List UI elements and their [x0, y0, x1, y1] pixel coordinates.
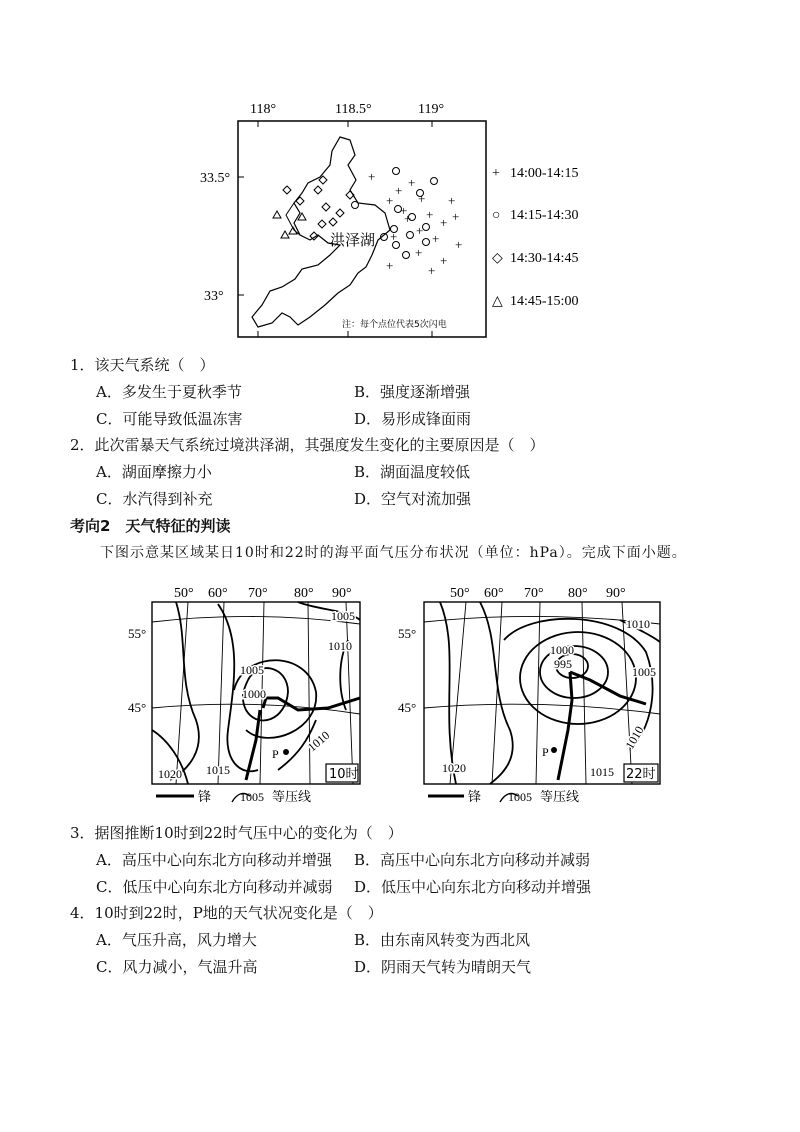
- svg-text:+: +: [448, 193, 456, 208]
- m2-lon-50: 50°: [174, 586, 194, 601]
- m2-isobar-1010-se: 1010: [304, 728, 333, 755]
- svg-text:+: +: [440, 215, 448, 230]
- svg-text:+: +: [452, 209, 460, 224]
- lightning-plus-points: [368, 169, 462, 278]
- q2-option-a[interactable]: A．湖面摩擦力小: [96, 463, 212, 481]
- svg-text:+: +: [395, 183, 403, 198]
- q3-option-a[interactable]: A．高压中心向东北方向移动并增强: [96, 851, 332, 869]
- q1-option-b[interactable]: B．强度逐渐增强: [354, 383, 471, 401]
- m3-lon-80: 80°: [568, 586, 588, 601]
- svg-text:+: +: [386, 258, 394, 273]
- question-3-stem: 3．据图推断10时到22时气压中心的变化为（ ）: [70, 824, 403, 842]
- pressure-map-22h: [398, 580, 670, 810]
- q4-option-d[interactable]: D．阴雨天气转为晴朗天气: [354, 958, 532, 976]
- m2-isobar-1005-ne: 1005: [331, 609, 355, 623]
- svg-text:+: +: [428, 263, 436, 278]
- q1-option-a[interactable]: A．多发生于夏秋季节: [96, 383, 242, 401]
- m2-lon-60: 60°: [208, 586, 228, 601]
- m3-legend-isobar-value: 1005: [508, 790, 532, 804]
- m3-isobar-1000: 1000: [550, 643, 574, 657]
- question-4-stem: 4．10时到22时，P地的天气状况变化是（ ）: [70, 904, 383, 922]
- m3-lat-45: 45°: [398, 700, 417, 715]
- section-title: 考向2 天气特征的判读: [70, 517, 231, 535]
- svg-text:+: +: [426, 207, 434, 222]
- lon-label-118: 118°: [250, 102, 277, 117]
- question-2-stem: 2．此次雷暴天气系统过境洪泽湖，其强度发生变化的主要原因是（ ）: [70, 436, 545, 454]
- lat-label-33-5: 33.5°: [200, 171, 231, 186]
- lon-label-118-5: 118.5°: [335, 102, 372, 117]
- m2-legend-front-label: 锋: [198, 790, 212, 805]
- legend-plus-label: 14:00-14:15: [510, 166, 579, 181]
- m2-legend-isobar-value: 1005: [240, 790, 264, 804]
- legend-plus-symbol: +: [492, 166, 500, 181]
- svg-text:+: +: [432, 231, 440, 246]
- svg-text:+: +: [415, 245, 423, 260]
- lightning-map-svg: [190, 95, 610, 345]
- question-1-stem: 1．该天气系统（ ）: [70, 356, 215, 374]
- lake-label: 洪泽湖: [330, 231, 376, 249]
- m2-lon-90: 90°: [332, 586, 352, 601]
- m2-isobar-1010-ne: 1010: [328, 639, 352, 653]
- m2-point-p-label: P: [272, 747, 279, 761]
- m3-front-line-2: [558, 672, 572, 780]
- q2-option-b[interactable]: B．湖面温度较低: [354, 463, 471, 481]
- q3-option-d[interactable]: D．低压中心向东北方向移动并增强: [354, 878, 592, 896]
- m3-point-p-label: P: [542, 745, 549, 759]
- m3-lat-55: 55°: [398, 626, 417, 641]
- m3-isobar-995: 995: [554, 657, 572, 671]
- pressure-map-10h-svg: [128, 580, 378, 810]
- svg-text:+: +: [368, 169, 376, 184]
- pressure-map-10h: [128, 580, 378, 810]
- map-note: 注：每个点位代表5次闪电: [342, 320, 447, 330]
- svg-text:+: +: [416, 223, 424, 238]
- legend-diamond-symbol: ◇: [492, 251, 503, 266]
- svg-text:+: +: [390, 229, 398, 244]
- m3-lon-60: 60°: [484, 586, 504, 601]
- m3-isobar-1010-se: 1010: [622, 723, 647, 752]
- m3-time-label: 22时: [626, 767, 656, 782]
- m3-lon-90: 90°: [606, 586, 626, 601]
- m3-legend-isobar-label: 等压线: [540, 790, 580, 805]
- svg-text:+: +: [400, 203, 408, 218]
- q2-option-c[interactable]: C．水汽得到补充: [96, 490, 213, 508]
- m2-lat-55: 55°: [128, 626, 147, 641]
- lon-label-119: 119°: [418, 102, 445, 117]
- svg-text:+: +: [404, 211, 412, 226]
- m3-point-p: [551, 747, 557, 753]
- m3-lon-70: 70°: [524, 586, 544, 601]
- m2-isobar-1000: 1000: [242, 687, 266, 701]
- map-frame: [238, 121, 486, 337]
- q3-option-c[interactable]: C．低压中心向东北方向移动并减弱: [96, 878, 333, 896]
- lightning-triangle-points: [273, 211, 306, 238]
- m2-time-label: 10时: [329, 767, 359, 782]
- m2-lon-70: 70°: [248, 586, 268, 601]
- q4-option-c[interactable]: C．风力减小，气温升高: [96, 958, 258, 976]
- m3-lon-50: 50°: [450, 586, 470, 601]
- q1-option-d[interactable]: D．易形成锋面雨: [354, 410, 472, 428]
- svg-text:+: +: [440, 253, 448, 268]
- q2-option-d[interactable]: D．空气对流加强: [354, 490, 472, 508]
- q1-option-c[interactable]: C．可能导致低温冻害: [96, 410, 243, 428]
- legend-triangle-symbol: △: [492, 294, 503, 309]
- svg-text:+: +: [455, 237, 463, 252]
- m3-isobar-1010-ne: 1010: [626, 617, 650, 631]
- m2-front-line-2: [246, 710, 260, 780]
- section-intro: 下图示意某区域某日10时和22时的海平面气压分布状况（单位：hPa）。完成下面小题。: [100, 545, 687, 561]
- legend-circle-label: 14:15-14:30: [510, 208, 579, 223]
- svg-text:+: +: [418, 191, 426, 206]
- legend-triangle-label: 14:45-15:00: [510, 294, 579, 309]
- svg-text:+: +: [408, 175, 416, 190]
- legend-diamond-label: 14:30-14:45: [510, 251, 579, 266]
- m2-legend-isobar-label: 等压线: [272, 790, 312, 805]
- m2-point-p: [283, 749, 289, 755]
- legend-circle-symbol: ○: [492, 208, 501, 223]
- q4-option-a[interactable]: A．气压升高，风力增大: [96, 931, 257, 949]
- m2-isobar-1005: 1005: [240, 663, 264, 677]
- m2-isobar-1020: 1020: [158, 767, 182, 781]
- svg-text:+: +: [386, 193, 394, 208]
- m3-isobar-1005-e: 1005: [632, 665, 656, 679]
- m2-lon-80: 80°: [294, 586, 314, 601]
- lightning-map-figure: [190, 95, 610, 345]
- m3-isobar-1020: 1020: [442, 761, 466, 775]
- m3-legend-front-label: 锋: [468, 790, 482, 805]
- q4-option-b[interactable]: B．由东南风转变为西北风: [354, 931, 531, 949]
- m2-lat-45: 45°: [128, 700, 147, 715]
- m2-isobar-1015: 1015: [206, 763, 230, 777]
- q3-option-b[interactable]: B．高压中心向东北方向移动并减弱: [354, 851, 591, 869]
- pressure-map-22h-svg: [398, 580, 670, 810]
- lat-label-33: 33°: [204, 289, 224, 304]
- m3-isobar-1015: 1015: [590, 765, 614, 779]
